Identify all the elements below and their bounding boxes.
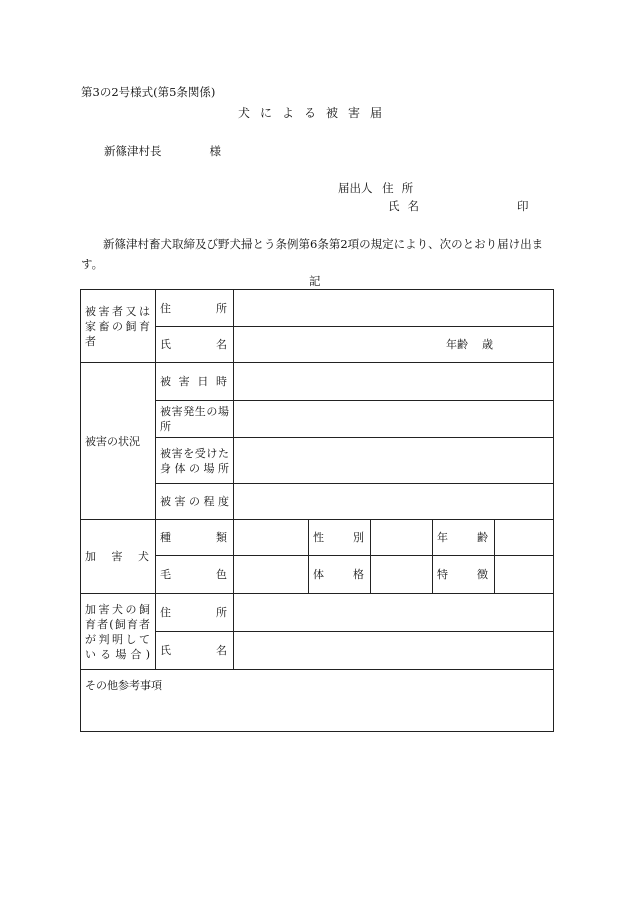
seal-mark: 印 [517, 199, 529, 213]
notifier-name-line [388, 198, 427, 214]
dog-build-field[interactable] [371, 556, 433, 594]
damage-report-table [80, 289, 554, 732]
victim-address-field[interactable] [234, 290, 554, 327]
dog-age-field[interactable] [495, 520, 554, 556]
notifier-address-label: 住所 [382, 181, 422, 195]
owner-address-label: 住所 [156, 594, 234, 632]
owner-name-field[interactable] [234, 632, 554, 670]
damage-place-label: 被害発生の場所 [156, 401, 234, 438]
body-paragraph: 新篠津村畜犬取締及び野犬掃とう条例第6条第2項の規定により、次のとおり届け出ます。 [81, 237, 544, 271]
owner-name-label: 氏名 [156, 632, 234, 670]
damage-degree-label: 被害の程度 [156, 484, 234, 520]
owner-section-header: 加害犬の飼育者(飼育者が判明している場合) [81, 594, 156, 670]
addressee [104, 143, 221, 159]
document-title: 犬による被害届 [238, 106, 393, 120]
dog-age-label: 年齢 [433, 520, 495, 556]
form-number: 第3の2号様式(第5条関係) [81, 85, 216, 99]
owner-address-field[interactable] [234, 594, 554, 632]
dog-color-label: 毛色 [156, 556, 234, 594]
victim-section-header: 被害者又は家畜の飼育者 [81, 290, 156, 363]
dog-kind-field[interactable] [234, 520, 309, 556]
addressee-honorific: 様 [209, 144, 221, 158]
damage-datetime-label: 被害日時 [156, 363, 234, 401]
dog-features-label: 特徴 [433, 556, 495, 594]
victim-address-label: 住所 [156, 290, 234, 327]
notifier-label: 届出人 [338, 181, 373, 195]
other-notes-field[interactable] [81, 670, 554, 732]
damage-degree-field[interactable] [234, 484, 554, 520]
damage-place-field[interactable] [234, 401, 554, 438]
dog-sex-label: 性別 [309, 520, 371, 556]
damage-body-part-field[interactable] [234, 438, 554, 484]
dog-build-label: 体格 [309, 556, 371, 594]
age-unit-label: 歳 [482, 338, 494, 351]
addressee-name: 新篠津村長 [104, 144, 162, 158]
ki-heading: 記 [309, 274, 321, 288]
damage-datetime-field[interactable] [234, 363, 554, 401]
notifier-address-line [338, 180, 421, 196]
dog-color-field[interactable] [234, 556, 309, 594]
other-notes-label: その他参考事項 [85, 679, 162, 692]
damage-section-header: 被害の状況 [81, 363, 156, 520]
dog-features-field[interactable] [495, 556, 554, 594]
damage-body-part-label: 被害を受けた身体の場所 [156, 438, 234, 484]
dog-sex-field[interactable] [371, 520, 433, 556]
notifier-name-label: 氏名 [388, 199, 427, 213]
victim-name-field[interactable] [234, 327, 554, 363]
victim-name-label: 氏名 [156, 327, 234, 363]
age-label: 年齢 [446, 338, 469, 351]
dog-kind-label: 種類 [156, 520, 234, 556]
dog-section-header: 加害犬 [81, 520, 156, 594]
